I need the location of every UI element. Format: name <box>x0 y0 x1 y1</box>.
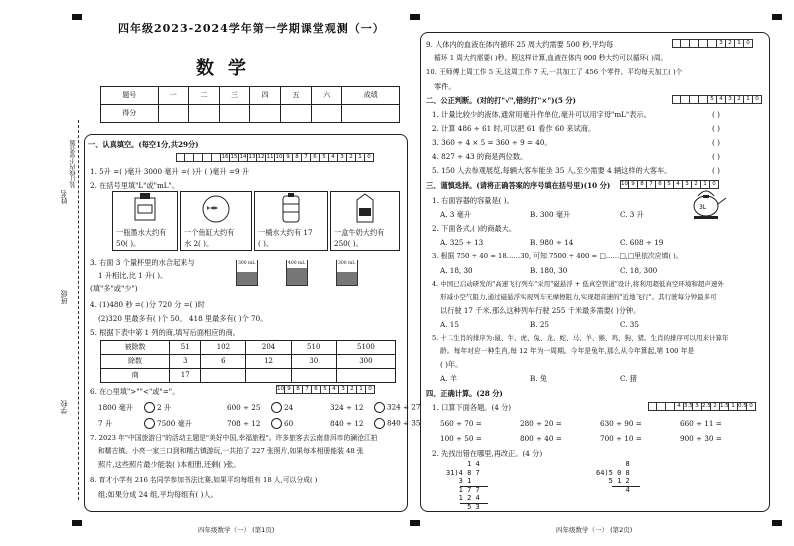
score-box[interactable]: 5 <box>321 385 330 394</box>
score-box[interactable] <box>690 95 699 104</box>
score-row-label: 得分 <box>101 105 159 123</box>
q8-line1: 8. 育才小学有 216 名同学参加书法比赛,如果平均每组有 18 人,可以分成( ) <box>90 476 318 484</box>
mc-1-option-a[interactable]: A. 3 毫升 <box>440 210 471 219</box>
section-3-title: 三、谨慎选择。(请将正确答案的序号填在括号里)(10 分) <box>426 181 611 190</box>
q2-pic1-answer: 50( )。 <box>116 239 141 248</box>
score-box[interactable]: 1.5 <box>720 403 729 409</box>
q6-row2 <box>98 418 420 429</box>
binding-line <box>78 120 79 500</box>
q1: 1. 5升 =( )毫升 3000 毫升 =( )升 ( )毫升 =9 升 <box>90 167 250 176</box>
score-box[interactable]: 2 <box>347 153 356 162</box>
score-box[interactable]: 4 <box>674 180 683 189</box>
score-box[interactable]: 1 <box>735 39 744 48</box>
mc-3-options <box>440 266 657 275</box>
score-box[interactable]: 2 <box>735 95 744 104</box>
score-box[interactable]: 2 <box>726 39 735 48</box>
q2-picture-water-bucket <box>254 191 328 251</box>
score-box[interactable]: 9 <box>285 385 294 394</box>
q6-item: 324 ÷ 12 <box>330 402 364 412</box>
score-box[interactable] <box>672 39 681 48</box>
q10-line1: 10. 王师傅上周工作 5 天,这周工作 7 天,一共加工了 456 个零件。平均每天加工( )个 <box>426 68 683 76</box>
mc-3: 3. 根据 750 ÷ 40 = 18……30, 可知 7500 ÷ 400 = □……□,□里依次应填( )。 <box>432 252 683 260</box>
kettle-icon <box>684 186 728 220</box>
score-box[interactable]: 9 <box>284 153 293 162</box>
q6: 6. 在○里填">""<"或"="。 <box>90 387 180 396</box>
q6-item: 324 ÷ 27 <box>387 402 421 412</box>
score-box[interactable]: 3 <box>726 95 735 104</box>
q5-answer-cell[interactable] <box>336 369 395 383</box>
left-page-footer: 四年级数学（一） (第1页) <box>198 526 275 534</box>
mc-1-option-b[interactable]: B. 300 毫升 <box>530 210 571 219</box>
score-box[interactable]: 0.5 <box>738 403 747 409</box>
score-header: 四 <box>250 87 281 105</box>
q2-picture-fishbowl <box>180 191 252 251</box>
q6-item: 2 升 <box>157 402 172 412</box>
compare-circle[interactable] <box>271 418 282 429</box>
registration-mark <box>772 14 782 20</box>
score-box[interactable] <box>708 39 717 48</box>
q9-line2: 循环 1 周大约需要( )秒。照这样计算,血液在体内 900 秒大约可以循环( )周。 <box>434 54 668 62</box>
score-box[interactable]: 14 <box>239 154 247 160</box>
score-box[interactable] <box>672 95 681 104</box>
q5-cell: 510 <box>291 341 336 355</box>
score-box[interactable] <box>212 153 221 162</box>
judge-2-answer[interactable]: ( ) <box>712 124 720 133</box>
calc-row-2 <box>440 434 722 443</box>
score-box[interactable]: 1 <box>356 153 365 162</box>
mc-4-line3: 以行驶 17 千米,那么这种列车行驶 255 千米最多需要( )分钟。 <box>440 306 641 315</box>
score-box[interactable]: 10 <box>621 181 628 187</box>
score-header: 二 <box>189 87 220 105</box>
mc-5-options <box>440 374 637 383</box>
score-box[interactable]: 0 <box>365 153 374 162</box>
q6-item: 840 ÷ 35 <box>387 418 421 428</box>
q5-cell: 204 <box>246 341 291 355</box>
q5-cell: 51 <box>170 341 201 355</box>
division-rule <box>612 486 640 487</box>
find-errors-title: 2. 先找出错在哪里,再改正。(4 分) <box>432 449 543 458</box>
score-box[interactable] <box>185 153 194 162</box>
q6-row1 <box>98 402 420 413</box>
section-2-title: 二、公正判断。(对的打"√",错的打"×")(5 分) <box>426 96 576 105</box>
score-box[interactable]: 12 <box>257 154 265 160</box>
score-header: 五 <box>281 87 312 105</box>
score-box[interactable]: 16 <box>221 154 229 160</box>
calc-row-1 <box>440 419 722 428</box>
compare-circle[interactable] <box>144 418 155 429</box>
score-cell[interactable] <box>158 105 189 123</box>
q6-item: 1800 毫升 <box>98 402 133 412</box>
registration-mark <box>72 520 82 526</box>
q2-pic2-answer: 水 2( )。 <box>184 239 214 248</box>
score-cell[interactable] <box>219 105 250 123</box>
q4-part2: (2)320 里最多有( )个 50。 418 里最多有( )个 70。 <box>98 314 268 323</box>
score-header: 题号 <box>101 87 159 105</box>
registration-mark <box>410 520 420 526</box>
score-cell[interactable] <box>311 105 342 123</box>
score-box[interactable]: 15 <box>230 154 238 160</box>
score-box[interactable] <box>681 95 690 104</box>
score-header: 一 <box>158 87 189 105</box>
score-strip-2 <box>276 385 375 394</box>
q3-line3: (填"多"或"少") <box>90 284 138 293</box>
score-box[interactable]: 6 <box>311 153 320 162</box>
milk-carton-icon <box>331 192 399 224</box>
q5-cell: 6 <box>201 355 246 369</box>
score-box[interactable]: 4 <box>717 95 726 104</box>
mc-5-line3: ( )年。 <box>440 360 463 369</box>
q2-pic4-text: 一盒牛奶大约有 <box>334 228 385 237</box>
score-box[interactable]: 3.5 <box>684 403 693 409</box>
sidebar-class-label: 班级 <box>60 290 68 304</box>
score-box[interactable]: 4 <box>675 402 684 411</box>
mc-1: 1. 右面容器的容量是( )。 <box>432 196 514 205</box>
score-box[interactable] <box>657 402 666 411</box>
compare-circle[interactable] <box>374 402 385 413</box>
mc-4-option-a[interactable]: A. 15 <box>440 320 459 329</box>
judge-4: 4. 827 ÷ 43 的商是两位数。 <box>432 152 528 161</box>
score-box[interactable]: 1 <box>744 95 753 104</box>
beaker-1-label: 300 mL <box>238 261 256 266</box>
score-table <box>100 86 400 123</box>
score-box[interactable] <box>681 39 690 48</box>
q2-pic4-answer: 250( )。 <box>334 239 363 248</box>
q5-cell: 102 <box>201 341 246 355</box>
water-bucket-icon <box>255 192 327 224</box>
mc-5-option-b[interactable]: B. 兔 <box>530 374 548 383</box>
exam-subject: 数学 <box>196 58 260 79</box>
mc-2-option-b[interactable]: B. 980 ÷ 14 <box>530 238 574 247</box>
q5-answer-cell[interactable] <box>246 369 291 383</box>
score-box[interactable]: 0 <box>366 385 375 394</box>
q5-cell: 商 <box>101 369 170 383</box>
score-box[interactable]: 0 <box>753 95 762 104</box>
sidebar-name-label: 姓名 <box>60 190 68 204</box>
q5-cell: 17 <box>170 369 201 383</box>
score-box[interactable] <box>699 39 708 48</box>
score-box[interactable] <box>699 95 708 104</box>
score-box[interactable]: 5 <box>665 180 674 189</box>
score-box[interactable]: 10 <box>275 154 283 160</box>
q7-line2: 和糯古镇。小亮一家三口到和糯古镇游玩,一共拍了 227 张照片,如果每本相册能装 48 张 <box>98 447 364 455</box>
calc-item[interactable]: 630 ÷ 90 = <box>600 419 642 428</box>
score-box[interactable]: 3 <box>717 39 726 48</box>
judge-5: 5. 150 人去参观展览,每辆大客车能坐 35 人,至少需要 4 辆这样的大客车。 <box>432 166 672 175</box>
beaker-2 <box>286 260 308 286</box>
beaker-3 <box>336 260 358 286</box>
calc-item[interactable]: 660 ÷ 11 = <box>680 419 722 428</box>
score-strip-6 <box>648 402 756 411</box>
score-box[interactable]: 5 <box>320 153 329 162</box>
score-box[interactable]: 5 <box>708 95 717 104</box>
mc-2-option-a[interactable]: A. 325 ÷ 13 <box>440 238 484 247</box>
score-box[interactable] <box>176 153 185 162</box>
judge-1: 1. 计量比较少的液体,通常用毫升作单位,毫升可以用字母"mL"表示。 <box>432 110 651 119</box>
score-box[interactable]: 10 <box>277 386 284 392</box>
score-box[interactable]: 3 <box>693 402 702 411</box>
score-box[interactable]: 9 <box>629 180 638 189</box>
score-box[interactable]: 6 <box>656 180 665 189</box>
q5-cell: 30 <box>291 355 336 369</box>
q6-item: 7500 毫升 <box>157 418 192 428</box>
mc-5-option-c[interactable]: C. 猪 <box>620 374 637 383</box>
calc-item[interactable]: 560 ÷ 70 = <box>440 419 482 428</box>
sidebar-binding-note: 装订线内不要答题 <box>70 140 77 188</box>
judge-2: 2. 计算 486 ÷ 61 时,可以把 61 看作 60 来试商。 <box>432 124 596 133</box>
calc-item[interactable]: 100 ÷ 50 = <box>440 434 482 443</box>
mc-4-line2: 形减小空气阻力,通过磁悬浮实现列车无摩擦阻力,实现超音速的"近地飞行"。其行驶每分钟最多可 <box>440 293 717 301</box>
section-1-title: 一、认真填空。(每空1分,共29分) <box>88 140 199 149</box>
mc-3-option-b[interactable]: B. 180, 30 <box>530 266 568 275</box>
q6-item: 840 ÷ 12 <box>330 418 364 428</box>
q5-cell: 被除数 <box>101 341 170 355</box>
division-rule <box>460 486 488 487</box>
mc-4-line1: 4. 中国已启动研发的"高速飞行列车"采用"磁悬浮 + 低真空管道"设计,将利用超低真空环境和超声速外 <box>432 280 724 288</box>
beaker-3-label: 300 mL <box>338 261 356 266</box>
q2-pic1-text: 一瓶墨水大约有 <box>116 228 167 237</box>
exam-title: 四年级2023-2024学年第一学期课堂观测（一） <box>118 22 385 35</box>
right-page-footer: 四年级数学（一） (第2页) <box>556 526 633 534</box>
registration-mark <box>72 14 82 20</box>
score-box[interactable]: 7 <box>303 385 312 394</box>
q2-pic2-text: 一个鱼缸大约有 <box>184 228 235 237</box>
score-box[interactable]: 8 <box>293 153 302 162</box>
mc-5-line1: 5. 十二生肖的排序为:鼠、牛、虎、兔、龙、蛇、马、羊、猴、鸡、狗、猪。生肖的排序可以用来计算年 <box>432 334 729 342</box>
beaker-1 <box>236 260 258 286</box>
score-box[interactable]: 1 <box>701 180 710 189</box>
q7-line3: 照片,这些照片最少能装( )本相册,还剩( )张。 <box>98 460 241 469</box>
calc-item[interactable]: 800 ÷ 40 = <box>520 434 562 443</box>
score-box[interactable]: 4 <box>329 153 338 162</box>
score-cell[interactable] <box>342 105 400 123</box>
registration-mark <box>772 520 782 526</box>
score-box[interactable]: 0 <box>744 39 753 48</box>
q2-pic3-text: 一桶水大约有 17 <box>258 228 313 237</box>
score-box[interactable] <box>194 153 203 162</box>
calc-item[interactable]: 700 ÷ 10 = <box>600 434 642 443</box>
mc-5-option-a[interactable]: A. 羊 <box>440 374 457 383</box>
q4-part1: 4. (1)480 秒 =( )分 720 分 =( )时 <box>90 300 205 309</box>
score-header: 三 <box>219 87 250 105</box>
score-box[interactable] <box>690 39 699 48</box>
score-box[interactable]: 3 <box>339 385 348 394</box>
compare-circle[interactable] <box>374 418 385 429</box>
sidebar-school-label: 学校 <box>60 400 68 414</box>
mc-4-option-c[interactable]: C. 35 <box>620 320 639 329</box>
score-box[interactable] <box>666 402 675 411</box>
q10-line2: 零件。 <box>434 82 456 91</box>
mc-2: 2. 下面各式,( )的商最大。 <box>432 224 517 233</box>
calc-title: 1. 口算下面各题。(4 分) <box>432 403 512 412</box>
q5-answer-cell[interactable] <box>291 369 336 383</box>
q5-cell: 300 <box>336 355 395 369</box>
score-strip-4 <box>672 95 762 104</box>
compare-circle[interactable] <box>144 402 155 413</box>
score-strip-1 <box>176 153 374 162</box>
mc-3-option-a[interactable]: A. 18, 30 <box>440 266 473 275</box>
judge-3: 3. 360 ÷ 4 × 5 = 360 ÷ 9 = 40。 <box>432 138 552 147</box>
q6-item: 600 ÷ 25 <box>227 402 261 412</box>
q6-item: 24 <box>284 402 294 412</box>
q3-line2: 1 升相比,比 1 升( )。 <box>98 271 168 280</box>
calc-item[interactable]: 280 ÷ 20 = <box>520 419 562 428</box>
fishbowl-icon <box>181 192 251 224</box>
ink-bottle-icon <box>113 192 177 224</box>
score-box[interactable]: 8 <box>638 180 647 189</box>
beaker-2-label: 400 mL <box>288 261 306 266</box>
score-box[interactable]: 2 <box>711 402 720 411</box>
long-division-1: 1 4 31)4 8 7 3 1 1 7 7 1 2 4 5 3 <box>446 460 480 511</box>
mc-2-option-c[interactable]: C. 608 ÷ 19 <box>620 238 664 247</box>
mc-1-options <box>440 210 644 219</box>
q8-line2: 组;如果分成 24 组,平均每组有( )人。 <box>98 490 218 499</box>
q5-answer-cell[interactable] <box>201 369 246 383</box>
q2-pic3-answer: ( )。 <box>258 239 274 248</box>
judge-5-answer[interactable]: ( ) <box>712 166 720 175</box>
score-box[interactable]: 0 <box>747 402 756 411</box>
score-box[interactable]: 7 <box>647 180 656 189</box>
q5-cell: 12 <box>246 355 291 369</box>
q6-item: 7 升 <box>98 418 113 428</box>
score-box[interactable]: 2 <box>692 180 701 189</box>
q5-cell: 除数 <box>101 355 170 369</box>
q5-cell: 5100 <box>336 341 395 355</box>
compare-circle[interactable] <box>271 402 282 413</box>
q6-item: 708 ÷ 12 <box>227 418 261 428</box>
score-box[interactable]: 8 <box>294 385 303 394</box>
q2-picture-ink <box>112 191 178 251</box>
score-box[interactable]: 3 <box>683 180 692 189</box>
score-cell[interactable] <box>281 105 312 123</box>
score-header: 六 <box>311 87 342 105</box>
score-box[interactable]: 6 <box>312 385 321 394</box>
score-cell[interactable] <box>250 105 281 123</box>
score-box[interactable]: 1 <box>729 402 738 411</box>
q2: 2. 在括号里填"L"或"mL"。 <box>90 181 180 190</box>
q3: 3. 右面 3 个量杯里的水合起来与 <box>90 258 195 267</box>
score-header: 成绩 <box>342 87 400 105</box>
registration-mark <box>410 14 420 20</box>
score-box[interactable]: 3 <box>338 153 347 162</box>
score-box[interactable] <box>648 402 657 411</box>
score-box[interactable]: 11 <box>266 154 274 160</box>
mc-4-option-b[interactable]: B. 25 <box>530 320 549 329</box>
mc-4-options <box>440 320 639 329</box>
score-box[interactable]: 4 <box>330 385 339 394</box>
judge-3-answer[interactable]: ( ) <box>712 138 720 147</box>
mc-2-options <box>440 238 663 247</box>
q9-line1: 9. 人体内的血液在体内循环 25 周大约需要 500 秒,平均每 <box>426 40 614 49</box>
mc-3-option-c[interactable]: C. 18, 300 <box>620 266 658 275</box>
q2-picture-milk <box>330 191 400 251</box>
score-box[interactable]: 7 <box>302 153 311 162</box>
kettle-label: 3L <box>699 204 707 211</box>
q5: 5. 根据下表中第 1 列的商,填写后面相应的商。 <box>90 328 240 337</box>
score-strip-3 <box>672 39 753 48</box>
q5-cell: 3 <box>170 355 201 369</box>
q5-table <box>100 340 396 383</box>
score-box[interactable]: 2 <box>348 385 357 394</box>
score-box[interactable]: 2.5 <box>702 403 711 409</box>
score-box[interactable]: 1 <box>357 385 366 394</box>
score-box[interactable]: 0 <box>710 180 719 189</box>
q7-line1: 7. 2023 年"中国旅游日"的活动主题是"美好中国,幸福旅程"。许多旅客去云南普洱市的澜沧江拍 <box>90 434 378 442</box>
q6-item: 60 <box>284 418 294 428</box>
score-cell[interactable] <box>189 105 220 123</box>
mc-5-line2: 龄。每年对应一种生肖,每 12 年为一周期。今年是兔年,那么从今年算起,第 100 年是 <box>440 347 695 355</box>
judge-1-answer[interactable]: ( ) <box>712 110 720 119</box>
division-rule <box>460 503 488 504</box>
judge-4-answer[interactable]: ( ) <box>712 152 720 161</box>
score-box[interactable]: 13 <box>248 154 256 160</box>
long-division-2: 8 64)5 0 8 5 1 2 4 <box>596 460 630 494</box>
section-4-title: 四、正确计算。(28 分) <box>426 389 503 398</box>
calc-item[interactable]: 900 ÷ 30 = <box>680 434 722 443</box>
score-box[interactable] <box>203 153 212 162</box>
mc-1-option-c[interactable]: C. 3 升 <box>620 210 644 219</box>
